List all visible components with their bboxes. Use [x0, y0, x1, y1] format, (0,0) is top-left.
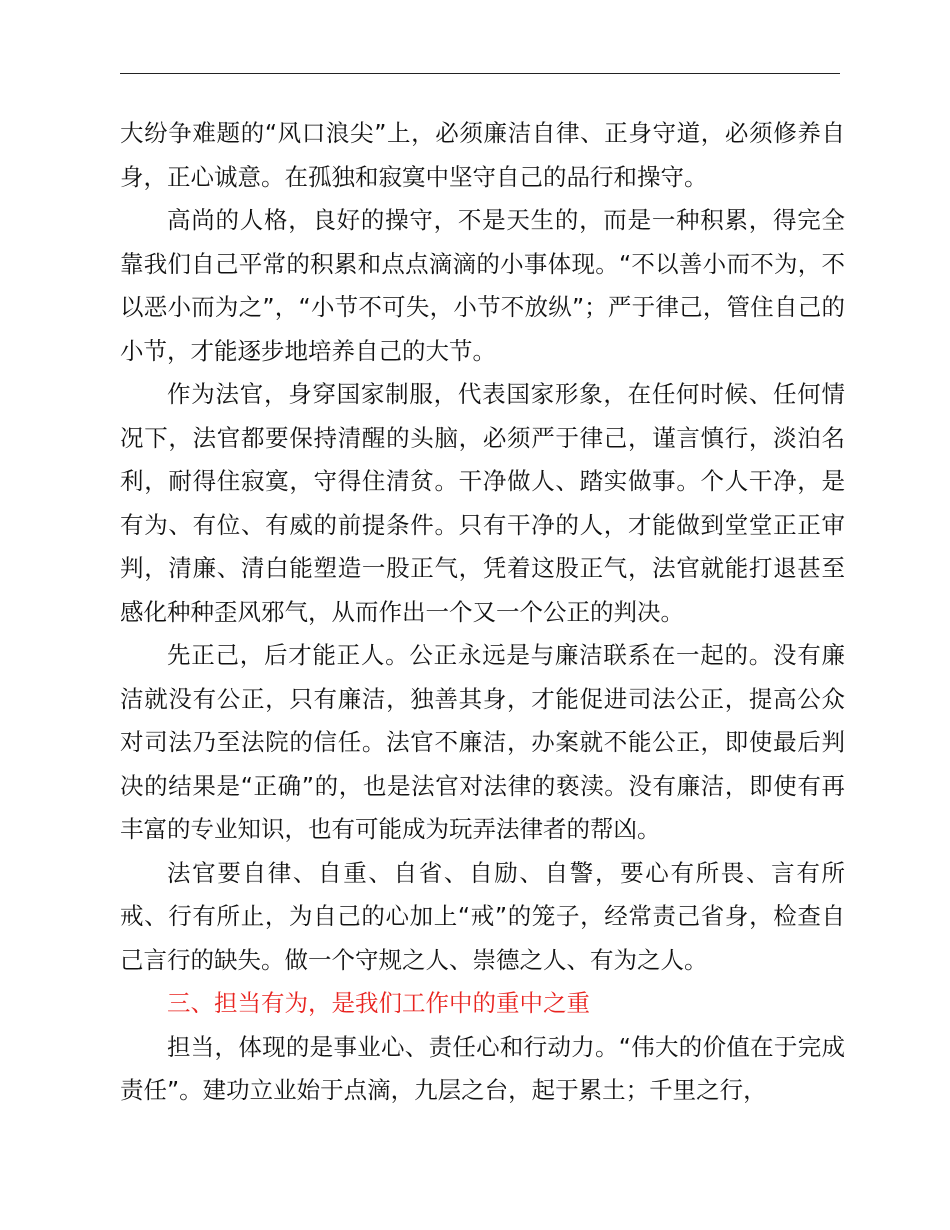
paragraph-integrity-justice: 先正己，后才能正人。公正永远是与廉洁联系在一起的。没有廉洁就没有公正，只有廉洁，独善其身，才能促进司法公正，提高公众对司法乃至法院的信任。法官不廉洁，办案就不能公正，即使最后判决的结果是“正确”的，也是法官对法律的亵渎。没有廉洁，即使有再丰富的专业知识，也有可能成为玩弄法律者的帮凶。: [120, 641, 845, 843]
paragraph-character: 高尚的人格，良好的操守，不是天生的，而是一种积累，得完全靠我们自己平常的积累和点点滴滴的小事体现。“不以善小而不为，不以恶小而为之”，“小节不可失，小节不放纵”；严于律己，管住自己的小节，才能逐步地培养自己的大节。: [120, 206, 845, 365]
header-rule: [120, 73, 840, 74]
paragraph-responsibility: 担当，体现的是事业心、责任心和行动力。“伟大的价值在于完成责任”。建功立业始于点滴，九层之台，起于累土；千里之行，: [120, 1032, 845, 1104]
paragraph-judge-conduct: 作为法官，身穿国家制服，代表国家形象，在任何时候、任何情况下，法官都要保持清醒的头脑，必须严于律己，谨言慎行，淡泊名利，耐得住寂寞，守得住清贫。干净做人、踏实做事。个人干净，是有为、有位、有威的前提条件。只有干净的人，才能做到堂堂正正审判，清廉、清白能塑造一股正气，凭着这股正气，法官就能打退甚至感化种种歪风邪气，从而作出一个又一个公正的判决。: [120, 380, 845, 626]
document-body: [120, 112, 845, 1113]
paragraph-self-discipline: 法官要自律、自重、自省、自励、自警，要心有所畏、言有所戒、行有所止，为自己的心加上“戒”的笼子，经常责己省身，检查自己言行的缺失。做一个守规之人、崇德之人、有为之人。: [120, 858, 845, 974]
section-heading: 三、担当有为，是我们工作中的重中之重: [167, 989, 590, 1017]
paragraph-continuation: 大纷争难题的“风口浪尖”上，必须廉洁自律、正身守道，必须修养自身，正心诚意。在孤独和寂寞中坚守自己的品行和操守。: [120, 119, 845, 191]
